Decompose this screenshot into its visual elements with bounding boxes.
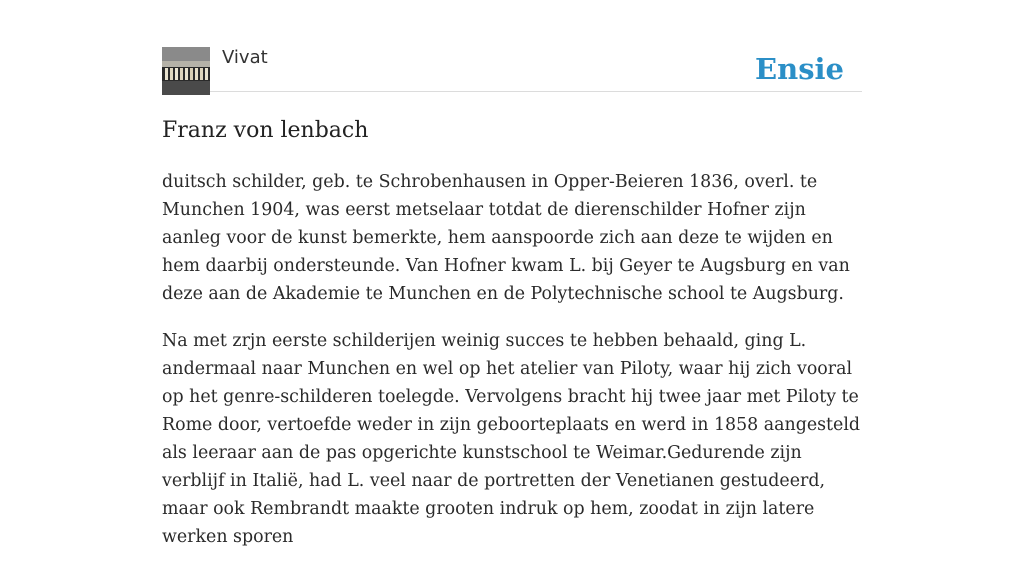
ensie-logo[interactable]: Ensie xyxy=(755,52,844,86)
paragraph: duitsch schilder, geb. te Schrobenhausen in Opper-Beieren 1836, overl. te Munchen 1904, was eerst metselaar totdat de dierenschilder Hofner zijn aanleg voor de kunst bemerkte, hem aanspoorde zich aan deze te wijden en hem daarbij ondersteunde. Van Hofner kwam L. bij Geyer te Augsburg en van deze aan de Akademie te Munchen en de Polytechnische school te Augsburg. xyxy=(162,172,850,304)
article-body xyxy=(162,168,862,570)
book-spines-avatar-icon xyxy=(162,47,210,95)
page-title: Franz von lenbach xyxy=(162,118,369,143)
header xyxy=(162,47,862,92)
paragraph: Na met zrjn eerste schilderijen weinig succes te hebben behaald, ging L. andermaal naar Munchen en wel op het atelier van Piloty, waar hij zich vooral op het genre-schilderen toelegde. Vervolgens bracht hij twee jaar met Piloty te Rome door, vertoefde weder in zijn geboorteplaats en werd in 1858 aangesteld als leeraar aan de pas opgerichte kunstschool te Weimar.Gedurende zijn verblijf in Italië, had L. veel naar de portretten der Venetianen gestudeerd, maar ook Rembrandt maakte grooten indruk op hem, zoodat in zijn latere werken sporen xyxy=(162,331,861,547)
author-name[interactable]: Vivat xyxy=(222,47,268,68)
avatar[interactable] xyxy=(162,47,210,95)
